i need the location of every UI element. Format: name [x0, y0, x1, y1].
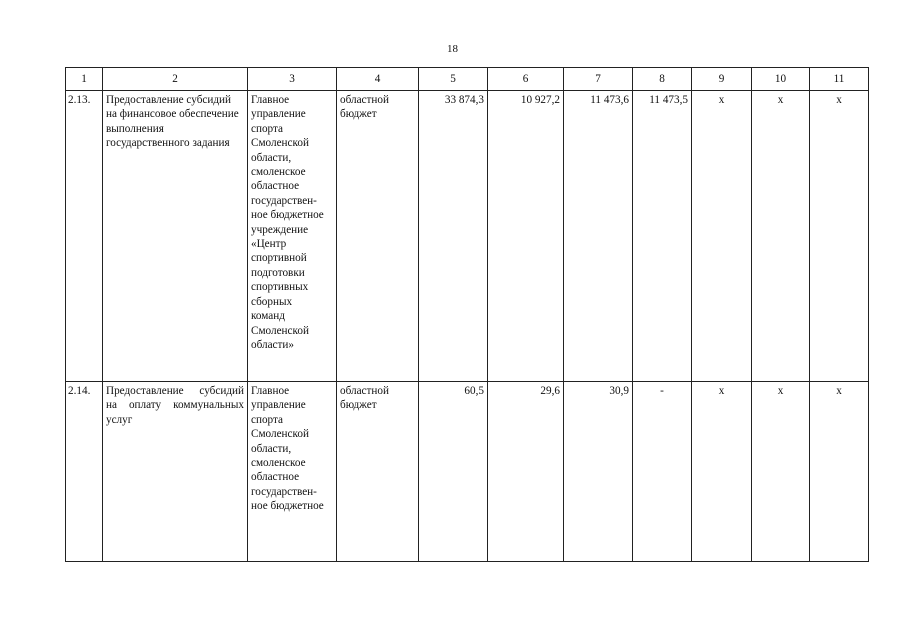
table-row — [66, 91, 869, 382]
row-col8: - — [633, 382, 692, 562]
program-table — [65, 67, 869, 562]
header-cell: 10 — [752, 68, 810, 91]
row-col7: 11 473,6 — [564, 91, 633, 382]
row-executor: Главное управление спорта Смоленской области, смоленское областное государствен- ное бюджетное учреждение «Центр спортивной подготовки спортивных сборных команд Смоленской области» — [248, 91, 337, 382]
table-header-row — [66, 68, 869, 91]
row-col6: 29,6 — [488, 382, 564, 562]
row-col6: 10 927,2 — [488, 91, 564, 382]
header-cell: 4 — [337, 68, 419, 91]
row-col9: х — [692, 382, 752, 562]
table-row — [66, 382, 869, 562]
row-number: 2.14. — [66, 382, 103, 562]
header-cell: 3 — [248, 68, 337, 91]
row-name: Предоставление субсидий на оплату коммунальных услуг — [103, 382, 248, 562]
page-number: 18 — [447, 43, 458, 55]
row-col5: 33 874,3 — [419, 91, 488, 382]
row-col10: х — [752, 382, 810, 562]
row-number: 2.13. — [66, 91, 103, 382]
header-cell: 8 — [633, 68, 692, 91]
header-cell: 9 — [692, 68, 752, 91]
header-cell: 11 — [810, 68, 869, 91]
row-source: областной бюджет — [337, 382, 419, 562]
row-col7: 30,9 — [564, 382, 633, 562]
header-cell: 7 — [564, 68, 633, 91]
row-col5: 60,5 — [419, 382, 488, 562]
row-col11: х — [810, 91, 869, 382]
row-col8: 11 473,5 — [633, 91, 692, 382]
header-cell: 2 — [103, 68, 248, 91]
row-col9: х — [692, 91, 752, 382]
row-name: Предоставление субсидий на финансовое обеспечение выполнения государственного задания — [103, 91, 248, 382]
row-source: областной бюджет — [337, 91, 419, 382]
row-col11: х — [810, 382, 869, 562]
header-cell: 6 — [488, 68, 564, 91]
header-cell: 5 — [419, 68, 488, 91]
header-cell: 1 — [66, 68, 103, 91]
row-executor: Главное управление спорта Смоленской области, смоленское областное государствен- ное бюджетное — [248, 382, 337, 562]
row-col10: х — [752, 91, 810, 382]
